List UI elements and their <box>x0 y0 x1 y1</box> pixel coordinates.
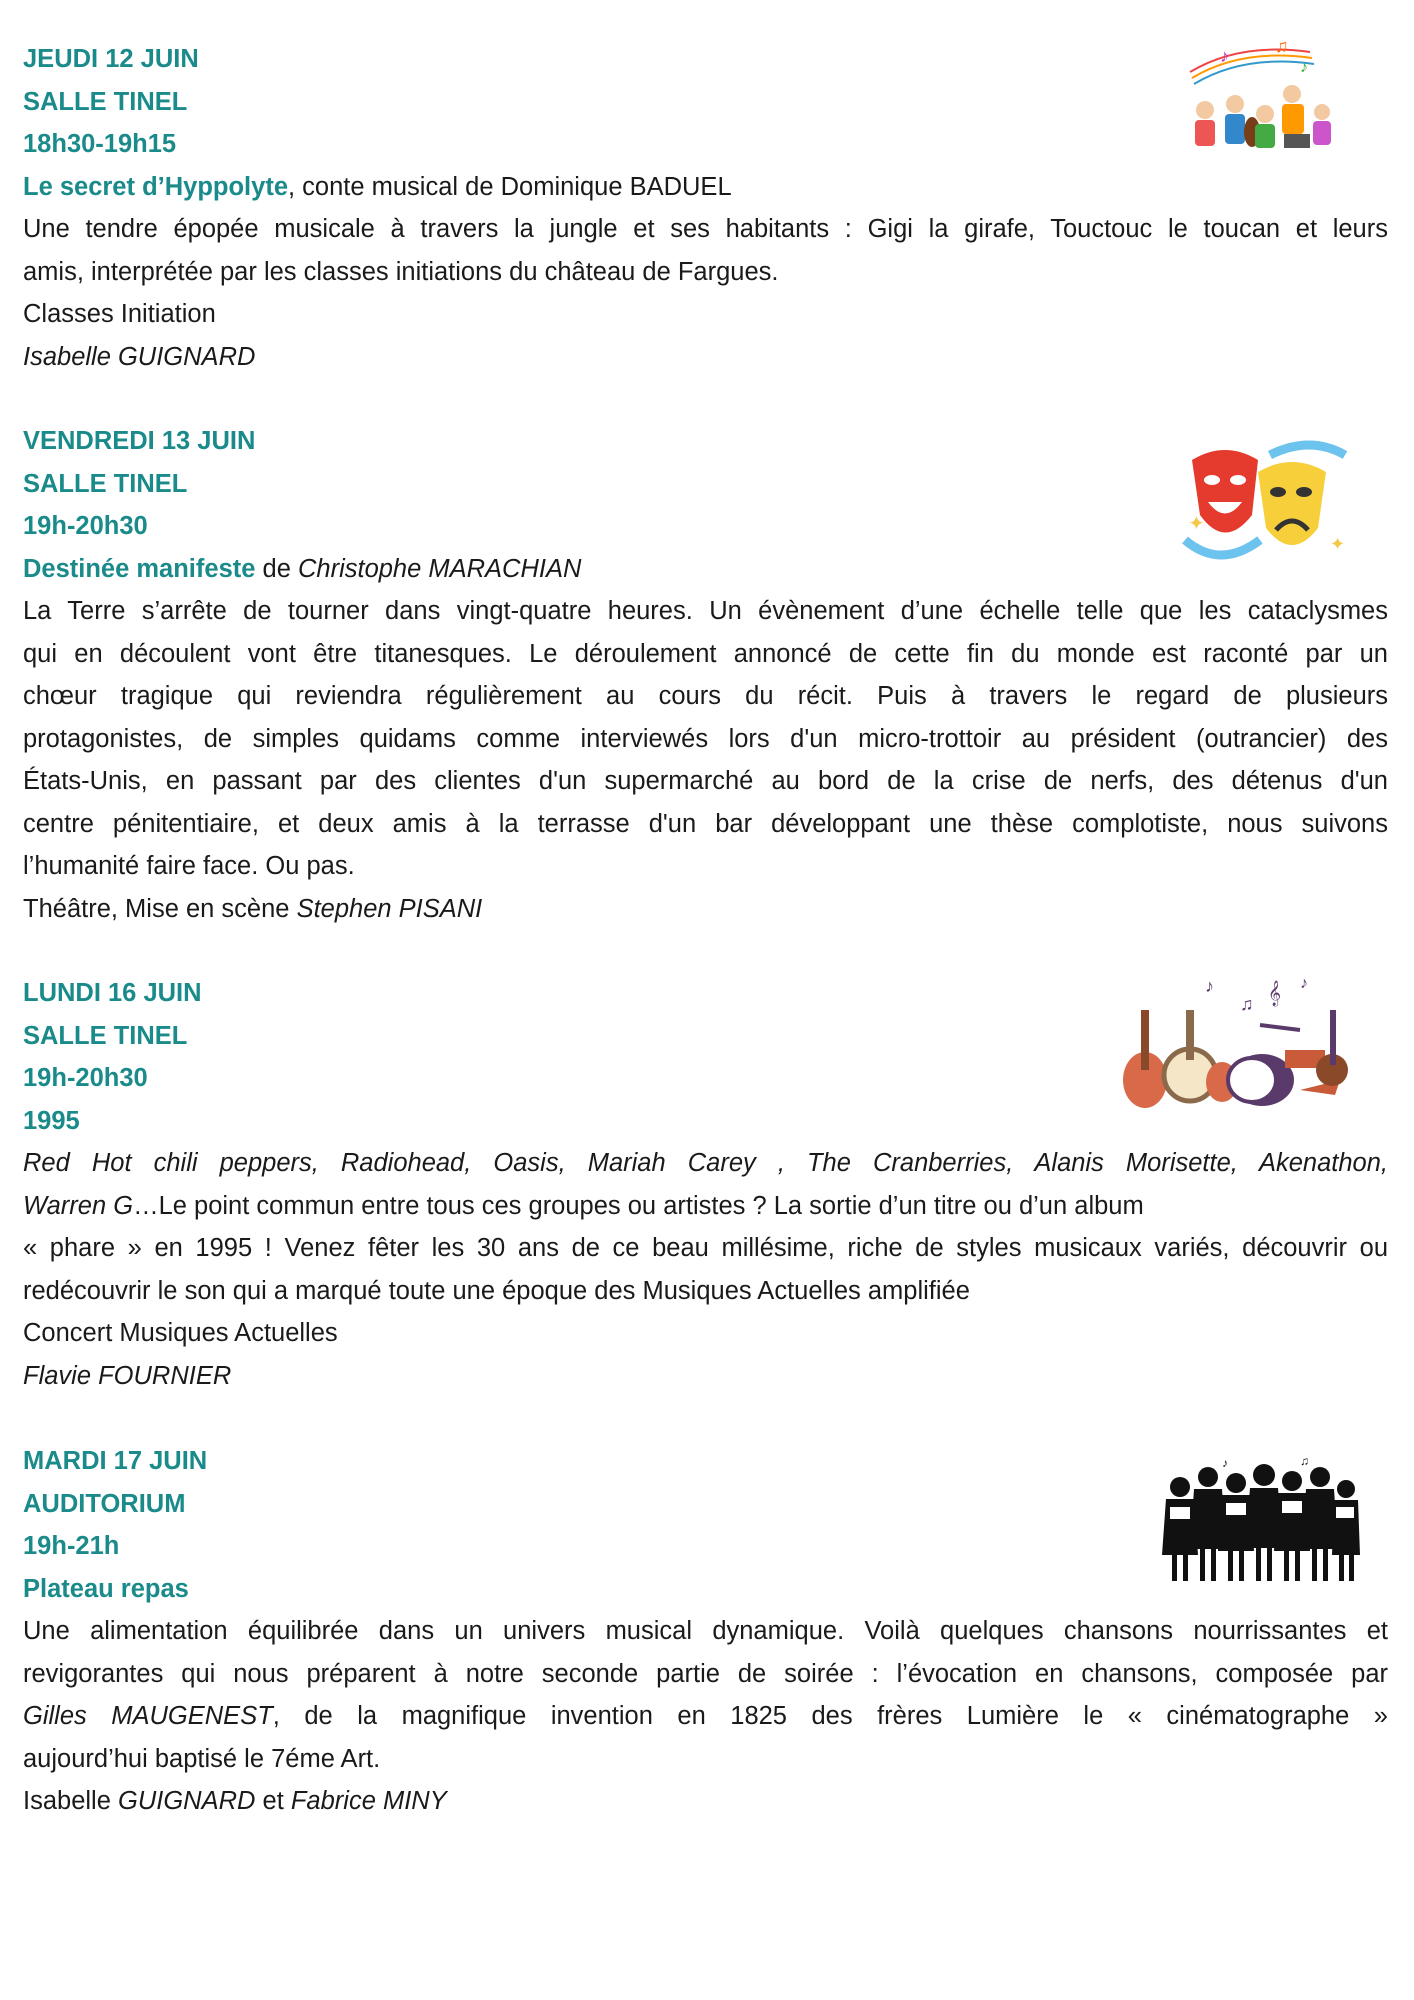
event-director: Flavie FOURNIER <box>23 1361 232 1390</box>
desc-line: La Terre s’arrête de tourner dans vingt-quatre heures. Un évènement d’une échelle telle que les cataclysmes <box>23 597 1388 625</box>
theatre-masks-icon <box>1180 430 1350 565</box>
instruments-icon <box>1110 970 1360 1115</box>
desc-line: « phare » en 1995 ! Venez fêter les 30 ans de ce beau millésime, riche de styles musicaux variés, découvrir ou <box>23 1234 1388 1262</box>
svg-text:♪: ♪ <box>1300 59 1308 76</box>
desc-line: l’humanité faire face. Ou pas. <box>23 852 355 880</box>
event-day: JEUDI 12 JUIN <box>23 45 199 73</box>
svg-text:✦: ✦ <box>1330 534 1346 554</box>
svg-text:♫: ♫ <box>1240 994 1254 1014</box>
event-title: Le secret d’Hyppolyte <box>23 172 288 201</box>
svg-text:♪: ♪ <box>1220 46 1229 66</box>
event-title-line <box>23 166 1388 209</box>
desc-line: qui en découlent vont être titanesques. Le déroulement annoncé de cette fin du monde est raconté par un <box>23 639 1388 668</box>
artists-list-end: Warren G <box>23 1191 134 1220</box>
event-director: Isabelle GUIGNARD <box>23 342 256 371</box>
desc-line: aujourd’hui baptisé le 7éme Art. <box>23 1744 381 1773</box>
event-venue: SALLE TINEL <box>23 1021 188 1050</box>
artists-list: Red Hot chili peppers, Radiohead, Oasis, Mariah Carey , The Cranberries, Alanis Morisette, Akenathon, <box>23 1149 1388 1177</box>
event-credits: Isabelle GUIGNARD et Fabrice MINY <box>23 1787 447 1815</box>
event-title: Destinée manifeste <box>23 554 256 583</box>
event-description <box>23 208 1388 293</box>
event-description <box>23 590 1388 888</box>
svg-text:♫: ♫ <box>1300 1455 1309 1468</box>
choir-silhouette-icon <box>1160 1455 1360 1585</box>
svg-text:𝄞: 𝄞 <box>1268 980 1282 1005</box>
event-category: Théâtre, Mise en scène Stephen PISANI <box>23 894 483 923</box>
event-day: LUNDI 16 JUIN <box>23 979 202 1007</box>
svg-text:✦: ✦ <box>1188 513 1205 535</box>
event-time: 18h30-19h15 <box>23 130 177 158</box>
desc-line: Gilles MAUGENEST, de la magnifique invention en 1825 des frères Lumière le « cinématographe » <box>23 1702 1388 1730</box>
event-title: 1995 <box>23 1106 80 1135</box>
desc-line: revigorantes qui nous préparent à notre seconde partie de soirée : l’évocation en chansons, composée par <box>23 1659 1388 1688</box>
event-time: 19h-20h30 <box>23 1064 148 1092</box>
event-venue: SALLE TINEL <box>23 87 188 116</box>
event-time: 19h-20h30 <box>23 512 148 540</box>
desc-line: chœur tragique qui reviendra régulièrement au cours du récit. Puis à travers le regard de plusieurs <box>23 682 1388 710</box>
event-description <box>23 1142 1388 1312</box>
event-venue: SALLE TINEL <box>23 469 188 498</box>
desc-line: protagonistes, de simples quidams comme interviewés lors d'un micro-trottoir au président (outrancier) des <box>23 724 1388 753</box>
event-category: Classes Initiation <box>23 300 216 328</box>
event-day: VENDREDI 13 JUIN <box>23 427 256 455</box>
event-title: Plateau repas <box>23 1574 189 1603</box>
event-title-de: de <box>255 554 298 583</box>
svg-text:♫: ♫ <box>1275 36 1289 56</box>
event-category: Concert Musiques Actuelles <box>23 1319 338 1347</box>
event-title-suffix: , conte musical de Dominique BADUEL <box>288 172 732 201</box>
desc-line: Une alimentation équilibrée dans un univers musical dynamique. Voilà quelques chansons nourrissantes et <box>23 1617 1388 1645</box>
desc-line: redécouvrir le son qui a marqué toute une époque des Musiques Actuelles amplifiée <box>23 1276 970 1305</box>
event-author: Christophe MARACHIAN <box>297 554 582 583</box>
event-description <box>23 1610 1388 1780</box>
svg-text:♪: ♪ <box>1205 976 1214 996</box>
desc-line: Warren G…Le point commun entre tous ces groupes ou artistes ? La sortie d’un titre ou d’un album <box>23 1191 1144 1220</box>
desc-line: Une tendre épopée musicale à travers la jungle et ses habitants : Gigi la girafe, Touctouc le toucan et leurs <box>23 215 1388 243</box>
svg-text:♪: ♪ <box>1300 975 1308 992</box>
svg-text:♪: ♪ <box>1222 1456 1228 1470</box>
desc-line: amis, interprétée par les classes initiations du château de Fargues. <box>23 257 779 286</box>
children-musicians-icon <box>1180 32 1340 162</box>
desc-line: centre pénitentiaire, et deux amis à la terrasse d'un bar développant une thèse complotiste, nous suivons <box>23 809 1388 838</box>
event-day: MARDI 17 JUIN <box>23 1447 208 1475</box>
event-time: 19h-21h <box>23 1532 120 1560</box>
desc-line: États-Unis, en passant par des clientes d'un supermarché au bord de la crise de nerfs, des détenus d'un <box>23 767 1388 795</box>
event-composer: Gilles MAUGENEST <box>23 1702 273 1730</box>
event-venue: AUDITORIUM <box>23 1489 186 1518</box>
desc-line <box>23 1142 1388 1185</box>
event-director: Stephen PISANI <box>296 894 483 923</box>
